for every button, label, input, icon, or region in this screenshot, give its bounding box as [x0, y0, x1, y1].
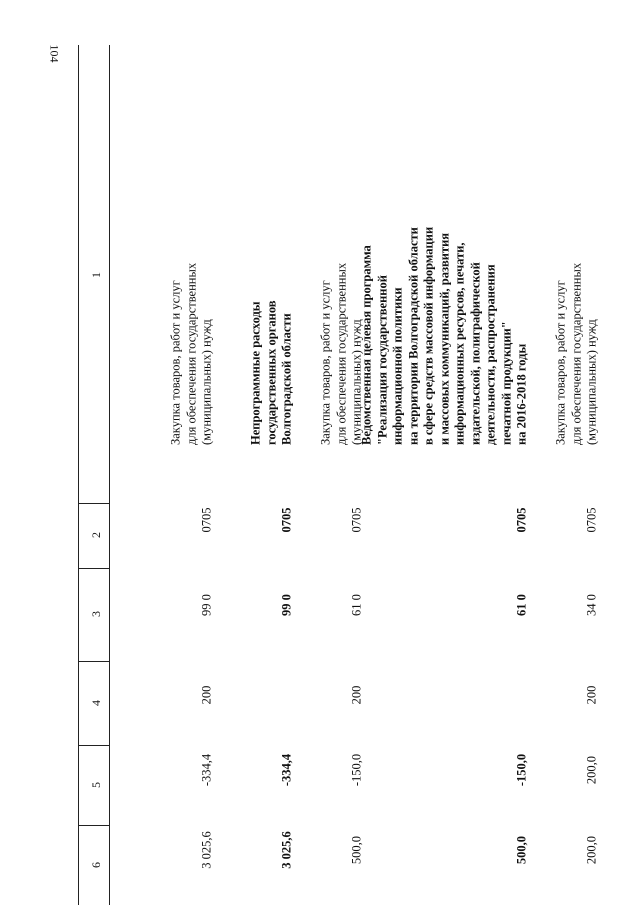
row-name-line: издательской, полиграфической: [468, 262, 482, 445]
row-name-line: информационной политики: [390, 287, 405, 445]
row-name-line: "Реализация государственной: [375, 275, 389, 445]
row-name: [169, 55, 216, 445]
row-name-line: в сфере средств массовой информации: [421, 226, 436, 445]
cell-total: 3 025,6: [199, 831, 214, 869]
row-name-line: печатной продукции": [499, 321, 513, 445]
row-name-line: Ведомственная целевая программа: [359, 245, 374, 445]
header-col-4: 4: [89, 700, 103, 706]
header-col-6: 6: [89, 862, 103, 868]
row-name-line: и массовых коммуникаций, развития: [437, 232, 451, 445]
cell-section: 0705: [584, 507, 599, 533]
cell-total: 500,0: [349, 835, 364, 865]
header-col-2: 2: [89, 532, 103, 538]
row-name: [554, 55, 601, 445]
cell-target: 99 0: [279, 594, 294, 616]
row-name-line: на территории Волгоградской области: [406, 227, 420, 445]
cell-section: 0705: [514, 507, 529, 533]
cell-target: 99 0: [199, 594, 214, 616]
row-name-line: на 2016-2018 годы: [514, 343, 529, 445]
row-name: [360, 55, 531, 445]
cell-change: 200,0: [584, 755, 599, 785]
row-name: [319, 55, 366, 445]
row-name-line: Волгоградской области: [279, 313, 294, 445]
row-name-line: (муниципальных) нужд: [349, 319, 364, 445]
row-name-line: деятельности, распространения: [483, 264, 498, 445]
row-name-line: для обеспечения государственных: [184, 262, 198, 445]
cell-section: 0705: [349, 507, 364, 533]
row-name-line: Закупка товаров, работ и услуг: [168, 280, 183, 445]
page-number: 104: [47, 44, 62, 63]
row-name-line: Закупка товаров, работ и услуг: [553, 280, 568, 445]
row-name-line: для обеспечения государственных: [334, 262, 348, 445]
header-col-5: 5: [89, 782, 103, 788]
row-name-line: Непрограммные расходы: [248, 301, 263, 445]
cell-change: -334,4: [199, 753, 214, 787]
cell-type: 200: [349, 685, 364, 705]
row-name: [249, 55, 296, 445]
cell-change: -150,0: [514, 753, 529, 787]
row-name-line: для обеспечения государственных: [569, 262, 583, 445]
row-name-line: Закупка товаров, работ и услуг: [318, 280, 333, 445]
cell-target: 34 0: [584, 594, 599, 616]
cell-total: 200,0: [584, 835, 599, 865]
cell-total: 3 025,6: [279, 831, 294, 869]
cell-section: 0705: [199, 507, 214, 533]
header-col-3: 3: [89, 611, 103, 617]
row-name-line: (муниципальных) нужд: [584, 319, 599, 445]
cell-change: -334,4: [279, 753, 294, 787]
cell-section: 0705: [279, 507, 294, 533]
row-name-line: государственных органов: [264, 300, 278, 445]
row-name-line: информационных ресурсов, печати,: [452, 242, 467, 445]
cell-change: -150,0: [349, 753, 364, 787]
cell-type: 200: [584, 685, 599, 705]
cell-target: 61 0: [514, 594, 529, 616]
cell-total: 500,0: [514, 835, 529, 865]
cell-target: 61 0: [349, 594, 364, 616]
cell-type: 200: [199, 685, 214, 705]
row-name-line: (муниципальных) нужд: [199, 319, 214, 445]
header-col-1: 1: [89, 272, 103, 278]
